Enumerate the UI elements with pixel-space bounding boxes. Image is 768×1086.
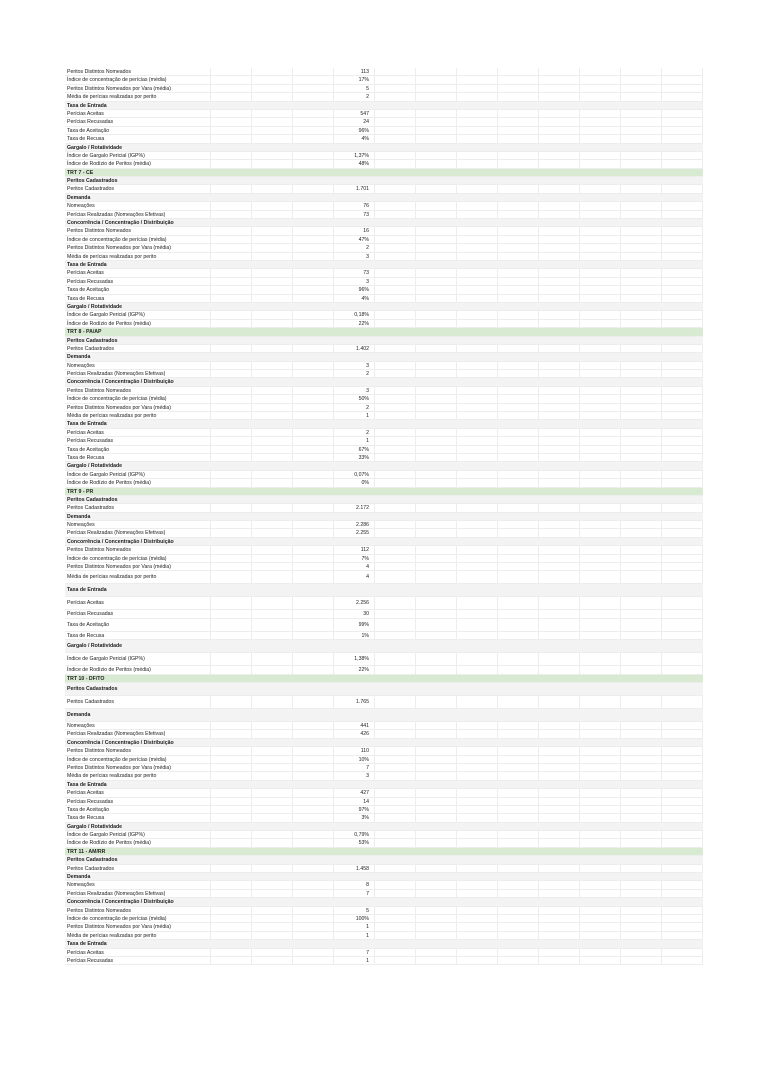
section-title: Demanda bbox=[67, 354, 91, 361]
metric-label: Média de perícias realizadas por perito bbox=[67, 932, 157, 939]
section-header-row bbox=[65, 683, 703, 696]
metric-label: Taxa de Recusa bbox=[67, 815, 105, 822]
metric-value: 2.256 bbox=[356, 600, 369, 607]
metric-label: Índice de concentração de perícias (média) bbox=[67, 236, 167, 243]
metric-label: Índice de concentração de perícias (média) bbox=[67, 915, 167, 922]
section-header-row bbox=[65, 640, 703, 653]
table-row bbox=[65, 772, 703, 780]
metric-value: 48% bbox=[358, 161, 369, 168]
table-row bbox=[65, 160, 703, 168]
section-header-row bbox=[65, 496, 703, 504]
section-header-row bbox=[65, 102, 703, 110]
section-header-row bbox=[65, 378, 703, 386]
table-row bbox=[65, 747, 703, 755]
metric-value: 96% bbox=[358, 127, 369, 134]
section-header-row bbox=[65, 739, 703, 747]
metric-value: 1% bbox=[361, 632, 369, 639]
metric-value: 2 bbox=[366, 94, 369, 101]
section-title: Demanda bbox=[67, 712, 91, 718]
section-header-row bbox=[65, 420, 703, 428]
table-row bbox=[65, 890, 703, 898]
table-row bbox=[65, 806, 703, 814]
section-header-row bbox=[65, 303, 703, 311]
table-row bbox=[65, 236, 703, 244]
section-title: Peritos Cadastrados bbox=[67, 337, 118, 344]
section-title: Taxa de Entrada bbox=[67, 587, 107, 594]
metric-value: 5 bbox=[366, 85, 369, 92]
section-title: Peritos Cadastrados bbox=[67, 178, 118, 185]
metric-value: 7 bbox=[366, 949, 369, 956]
metric-label: Perícias Recusadas bbox=[67, 798, 114, 805]
metric-value: 1.458 bbox=[356, 865, 369, 872]
metric-label: Perícias Realizadas (Nomeações Efetivas) bbox=[67, 731, 166, 738]
metric-value: 22% bbox=[358, 667, 369, 674]
metric-value: 3 bbox=[366, 362, 369, 369]
metric-value: 7% bbox=[361, 555, 369, 562]
metric-value: 33% bbox=[358, 454, 369, 461]
table-row bbox=[65, 555, 703, 563]
section-title: Peritos Cadastrados bbox=[67, 686, 118, 692]
metric-label: Peritos Cadastrados bbox=[67, 186, 114, 193]
metric-value: 1 bbox=[366, 932, 369, 939]
region-title: TRT 8 - PA/AP bbox=[67, 329, 102, 336]
metric-label: Perícias Recusadas bbox=[67, 278, 114, 285]
region-title: TRT 10 - DF/TO bbox=[67, 675, 105, 682]
section-title: Gargalo / Rotatividade bbox=[67, 463, 123, 470]
metric-value: 97% bbox=[358, 806, 369, 813]
metric-label: Perícias Recusadas bbox=[67, 438, 114, 445]
table-row bbox=[65, 949, 703, 957]
metric-label: Índice de Gargalo Pericial (IGP%) bbox=[67, 656, 145, 663]
metric-label: Perícias Aceitas bbox=[67, 790, 104, 797]
metric-label: Peritos Cadastrados bbox=[67, 699, 114, 705]
metric-label: Peritos Distintos Nomeados por Vara (média) bbox=[67, 564, 171, 571]
section-title: Gargalo / Rotatividade bbox=[67, 823, 123, 830]
metric-label: Nomeações bbox=[67, 882, 95, 889]
metric-label: Perícias Aceitas bbox=[67, 949, 104, 956]
metric-value: 73 bbox=[363, 211, 369, 218]
metric-value: 24 bbox=[363, 119, 369, 126]
region-row bbox=[65, 169, 703, 177]
metric-value: 110 bbox=[360, 748, 369, 755]
table-row bbox=[65, 85, 703, 93]
metric-value: 50% bbox=[358, 396, 369, 403]
metric-label: Índice de Rodízio de Peritos (média) bbox=[67, 320, 151, 327]
table-row bbox=[65, 446, 703, 454]
metric-value: 1 bbox=[366, 413, 369, 420]
table-row bbox=[65, 521, 703, 529]
section-header-row bbox=[65, 194, 703, 202]
section-title: Demanda bbox=[67, 874, 91, 881]
metric-label: Média de perícias realizadas por perito bbox=[67, 253, 157, 260]
metric-label: Peritos Distintos Nomeados bbox=[67, 387, 132, 394]
section-title: Gargalo / Rotatividade bbox=[67, 144, 123, 151]
metric-label: Perícias Realizadas (Nomeações Efetivas) bbox=[67, 371, 166, 378]
metric-value: 0% bbox=[361, 480, 369, 487]
metric-label: Taxa de Recusa bbox=[67, 632, 105, 639]
metric-label: Peritos Distintos Nomeados por Vara (média) bbox=[67, 245, 171, 252]
table-row bbox=[65, 93, 703, 101]
metric-label: Peritos Distintos Nomeados por Vara (média) bbox=[67, 85, 171, 92]
metric-value: 67% bbox=[358, 446, 369, 453]
table-row bbox=[65, 454, 703, 462]
metric-value: 0,79% bbox=[354, 832, 369, 839]
table-row bbox=[65, 881, 703, 889]
section-header-row bbox=[65, 856, 703, 864]
metric-value: 4 bbox=[366, 564, 369, 571]
section-title: Demanda bbox=[67, 194, 91, 201]
section-header-row bbox=[65, 584, 703, 597]
table-row bbox=[65, 362, 703, 370]
table-row bbox=[65, 632, 703, 640]
table-row bbox=[65, 666, 703, 674]
metric-value: 1,37% bbox=[354, 152, 369, 159]
metric-label: Peritos Distintos Nomeados bbox=[67, 907, 132, 914]
table-row bbox=[65, 479, 703, 487]
metric-value: 2.255 bbox=[356, 530, 369, 537]
metric-label: Perícias Aceitas bbox=[67, 110, 104, 117]
metric-label: Perícias Recusadas bbox=[67, 119, 114, 126]
metric-value: 3 bbox=[366, 773, 369, 780]
table-row bbox=[65, 831, 703, 839]
metric-label: Perícias Realizadas (Nomeações Efetivas) bbox=[67, 211, 166, 218]
table-row bbox=[65, 915, 703, 923]
metric-label: Índice de Gargalo Pericial (IGP%) bbox=[67, 152, 145, 159]
table-row bbox=[65, 387, 703, 395]
metric-label: Taxa de Aceitação bbox=[67, 127, 110, 134]
metric-label: Taxa de Aceitação bbox=[67, 621, 110, 628]
metric-value: 22% bbox=[358, 320, 369, 327]
table-row bbox=[65, 253, 703, 261]
section-header-row bbox=[65, 513, 703, 521]
metric-value: 8 bbox=[366, 882, 369, 889]
metric-label: Peritos Distintos Nomeados por Vara (média) bbox=[67, 404, 171, 411]
metric-label: Índice de concentração de perícias (média) bbox=[67, 756, 167, 763]
table-row bbox=[65, 756, 703, 764]
table-row bbox=[65, 563, 703, 571]
metric-value: 113 bbox=[360, 69, 369, 75]
table-row bbox=[65, 68, 703, 76]
section-header-row bbox=[65, 898, 703, 906]
metric-value: 2 bbox=[366, 371, 369, 378]
table-row bbox=[65, 211, 703, 219]
region-row bbox=[65, 675, 703, 683]
metric-value: 1.402 bbox=[356, 345, 369, 352]
table-row bbox=[65, 597, 703, 610]
table-row bbox=[65, 295, 703, 303]
section-header-row bbox=[65, 709, 703, 722]
metric-value: 1 bbox=[366, 438, 369, 445]
metric-value: 17% bbox=[358, 77, 369, 84]
metric-value: 1,38% bbox=[354, 656, 369, 663]
table-row bbox=[65, 152, 703, 160]
metric-value: 2.286 bbox=[356, 522, 369, 529]
metric-label: Nomeações bbox=[67, 362, 95, 369]
region-row bbox=[65, 328, 703, 336]
metric-label: Taxa de Aceitação bbox=[67, 806, 110, 813]
section-header-row bbox=[65, 462, 703, 470]
section-header-row bbox=[65, 823, 703, 831]
metric-label: Índice de Gargalo Pericial (IGP%) bbox=[67, 312, 145, 319]
section-title: Concorrência / Concentração / Distribuição bbox=[67, 220, 174, 227]
metric-label: Índice de concentração de perícias (média) bbox=[67, 555, 167, 562]
metric-label: Índice de Gargalo Pericial (IGP%) bbox=[67, 471, 145, 478]
metric-value: 47% bbox=[358, 236, 369, 243]
table-row bbox=[65, 278, 703, 286]
metric-value: 112 bbox=[360, 547, 369, 554]
metric-label: Taxa de Recusa bbox=[67, 136, 105, 143]
metric-value: 14 bbox=[363, 798, 369, 805]
metric-label: Média de perícias realizadas por perito bbox=[67, 574, 157, 581]
metric-value: 3 bbox=[366, 253, 369, 260]
section-title: Demanda bbox=[67, 513, 91, 520]
section-header-row bbox=[65, 144, 703, 152]
section-title: Peritos Cadastrados bbox=[67, 857, 118, 864]
metric-value: 4 bbox=[366, 574, 369, 581]
table-row bbox=[65, 814, 703, 822]
metric-label: Peritos Distintos Nomeados por Vara (média) bbox=[67, 924, 171, 931]
metric-value: 30 bbox=[363, 611, 369, 618]
table-row bbox=[65, 370, 703, 378]
table-row bbox=[65, 619, 703, 632]
metric-label: Taxa de Aceitação bbox=[67, 446, 110, 453]
metric-label: Peritos Distintos Nomeados bbox=[67, 228, 132, 235]
region-row bbox=[65, 848, 703, 856]
metric-label: Perícias Realizadas (Nomeações Efetivas) bbox=[67, 890, 166, 897]
metric-label: Peritos Cadastrados bbox=[67, 505, 114, 512]
table-row bbox=[65, 696, 703, 709]
table-row bbox=[65, 932, 703, 940]
section-title: Taxa de Entrada bbox=[67, 781, 107, 788]
table-row bbox=[65, 504, 703, 512]
table-row bbox=[65, 907, 703, 915]
table-row bbox=[65, 127, 703, 135]
metric-value: 426 bbox=[360, 731, 369, 738]
metric-value: 7 bbox=[366, 890, 369, 897]
table-row bbox=[65, 437, 703, 445]
metric-value: 7 bbox=[366, 764, 369, 771]
metric-value: 1 bbox=[366, 957, 369, 964]
metric-value: 10% bbox=[358, 756, 369, 763]
table-row bbox=[65, 320, 703, 328]
table-row bbox=[65, 227, 703, 235]
table-row bbox=[65, 311, 703, 319]
metric-label: Peritos Cadastrados bbox=[67, 865, 114, 872]
metric-label: Índice de Gargalo Pericial (IGP%) bbox=[67, 832, 145, 839]
metric-label: Perícias Recusadas bbox=[67, 957, 114, 964]
metric-value: 100% bbox=[355, 915, 369, 922]
metric-value: 5 bbox=[366, 907, 369, 914]
metric-label: Perícias Aceitas bbox=[67, 429, 104, 436]
metric-label: Nomeações bbox=[67, 522, 95, 529]
section-title: Taxa de Entrada bbox=[67, 941, 107, 948]
metric-label: Nomeações bbox=[67, 723, 95, 729]
table-row bbox=[65, 286, 703, 294]
section-header-row bbox=[65, 177, 703, 185]
table-row bbox=[65, 571, 703, 584]
metric-value: 427 bbox=[360, 790, 369, 797]
section-header-row bbox=[65, 261, 703, 269]
metric-label: Nomeações bbox=[67, 203, 95, 210]
metric-value: 1.701 bbox=[356, 186, 369, 193]
section-header-row bbox=[65, 940, 703, 948]
section-header-row bbox=[65, 353, 703, 361]
table-row bbox=[65, 269, 703, 277]
table-row bbox=[65, 110, 703, 118]
section-title: Taxa de Entrada bbox=[67, 102, 107, 109]
metric-value: 53% bbox=[358, 840, 369, 847]
metric-value: 3 bbox=[366, 387, 369, 394]
metric-label: Índice de Rodízio de Peritos (média) bbox=[67, 480, 151, 487]
table-row bbox=[65, 798, 703, 806]
table-row bbox=[65, 404, 703, 412]
section-header-row bbox=[65, 337, 703, 345]
metric-value: 3% bbox=[361, 815, 369, 822]
metric-label: Índice de concentração de perícias (média) bbox=[67, 77, 167, 84]
table-row bbox=[65, 429, 703, 437]
table-row bbox=[65, 395, 703, 403]
metric-label: Peritos Distintos Nomeados por Vara (média) bbox=[67, 764, 171, 771]
metric-label: Peritos Distintos Nomeados bbox=[67, 547, 132, 554]
metric-label: Índice de Rodízio de Peritos (média) bbox=[67, 840, 151, 847]
metric-value: 2 bbox=[366, 429, 369, 436]
metric-label: Índice de concentração de perícias (média) bbox=[67, 396, 167, 403]
table-row bbox=[65, 610, 703, 618]
table-row bbox=[65, 722, 703, 730]
metric-value: 96% bbox=[358, 287, 369, 294]
section-header-row bbox=[65, 538, 703, 546]
section-header-row bbox=[65, 219, 703, 227]
metric-value: 99% bbox=[358, 621, 369, 628]
section-title: Taxa de Entrada bbox=[67, 421, 107, 428]
metric-label: Índice de Rodízio de Peritos (média) bbox=[67, 667, 151, 674]
table-row bbox=[65, 764, 703, 772]
metric-label: Peritos Cadastrados bbox=[67, 345, 114, 352]
metric-value: 76 bbox=[363, 203, 369, 210]
section-title: Concorrência / Concentração / Distribuição bbox=[67, 899, 174, 906]
metric-value: 16 bbox=[363, 228, 369, 235]
section-title: Concorrência / Concentração / Distribuição bbox=[67, 739, 174, 746]
table-row bbox=[65, 202, 703, 210]
section-title: Gargalo / Rotatividade bbox=[67, 303, 123, 310]
metric-label: Perícias Aceitas bbox=[67, 270, 104, 277]
table-row bbox=[65, 412, 703, 420]
section-header-row bbox=[65, 781, 703, 789]
metric-label: Perícias Realizadas (Nomeações Efetivas) bbox=[67, 530, 166, 537]
metric-value: 4% bbox=[361, 295, 369, 302]
table-row bbox=[65, 76, 703, 84]
metric-label: Taxa de Recusa bbox=[67, 295, 105, 302]
table-row bbox=[65, 653, 703, 666]
region-row bbox=[65, 488, 703, 496]
metric-label: Taxa de Recusa bbox=[67, 454, 105, 461]
metric-value: 0,18% bbox=[354, 312, 369, 319]
region-title: TRT 7 - CE bbox=[67, 169, 94, 176]
metric-label: Média de perícias realizadas por perito bbox=[67, 773, 157, 780]
region-title: TRT 11 - AM/RR bbox=[67, 848, 106, 855]
spreadsheet-table bbox=[65, 68, 703, 965]
metric-label: Média de perícias realizadas por perito bbox=[67, 94, 157, 101]
table-row bbox=[65, 839, 703, 847]
table-row bbox=[65, 345, 703, 353]
section-title: Peritos Cadastrados bbox=[67, 496, 118, 503]
table-row bbox=[65, 244, 703, 252]
table-row bbox=[65, 923, 703, 931]
table-row bbox=[65, 185, 703, 193]
metric-label: Perícias Recusadas bbox=[67, 611, 114, 618]
table-row bbox=[65, 865, 703, 873]
section-title: Concorrência / Concentração / Distribuição bbox=[67, 538, 174, 545]
metric-value: 2.172 bbox=[356, 505, 369, 512]
table-row bbox=[65, 118, 703, 126]
metric-value: 0,07% bbox=[354, 471, 369, 478]
metric-value: 1 bbox=[366, 924, 369, 931]
table-row bbox=[65, 730, 703, 738]
section-header-row bbox=[65, 873, 703, 881]
table-row bbox=[65, 471, 703, 479]
metric-value: 1.765 bbox=[356, 699, 369, 705]
table-row bbox=[65, 789, 703, 797]
metric-label: Índice de Rodízio de Peritos (média) bbox=[67, 161, 151, 168]
metric-label: Peritos Distintos Nomeados bbox=[67, 69, 132, 75]
metric-label: Perícias Aceitas bbox=[67, 600, 104, 607]
metric-value: 2 bbox=[366, 245, 369, 252]
table-row bbox=[65, 957, 703, 965]
section-title: Taxa de Entrada bbox=[67, 261, 107, 268]
metric-value: 2 bbox=[366, 404, 369, 411]
metric-value: 547 bbox=[360, 110, 369, 117]
section-title: Concorrência / Concentração / Distribuição bbox=[67, 379, 174, 386]
metric-value: 73 bbox=[363, 270, 369, 277]
metric-value: 4% bbox=[361, 136, 369, 143]
region-title: TRT 9 - PR bbox=[67, 488, 94, 495]
metric-label: Peritos Distintos Nomeados bbox=[67, 748, 132, 755]
metric-label: Taxa de Aceitação bbox=[67, 287, 110, 294]
table-row bbox=[65, 135, 703, 143]
metric-label: Média de perícias realizadas por perito bbox=[67, 413, 157, 420]
metric-value: 441 bbox=[360, 723, 369, 729]
section-title: Gargalo / Rotatividade bbox=[67, 643, 123, 650]
table-row bbox=[65, 529, 703, 537]
metric-value: 3 bbox=[366, 278, 369, 285]
table-row bbox=[65, 546, 703, 554]
